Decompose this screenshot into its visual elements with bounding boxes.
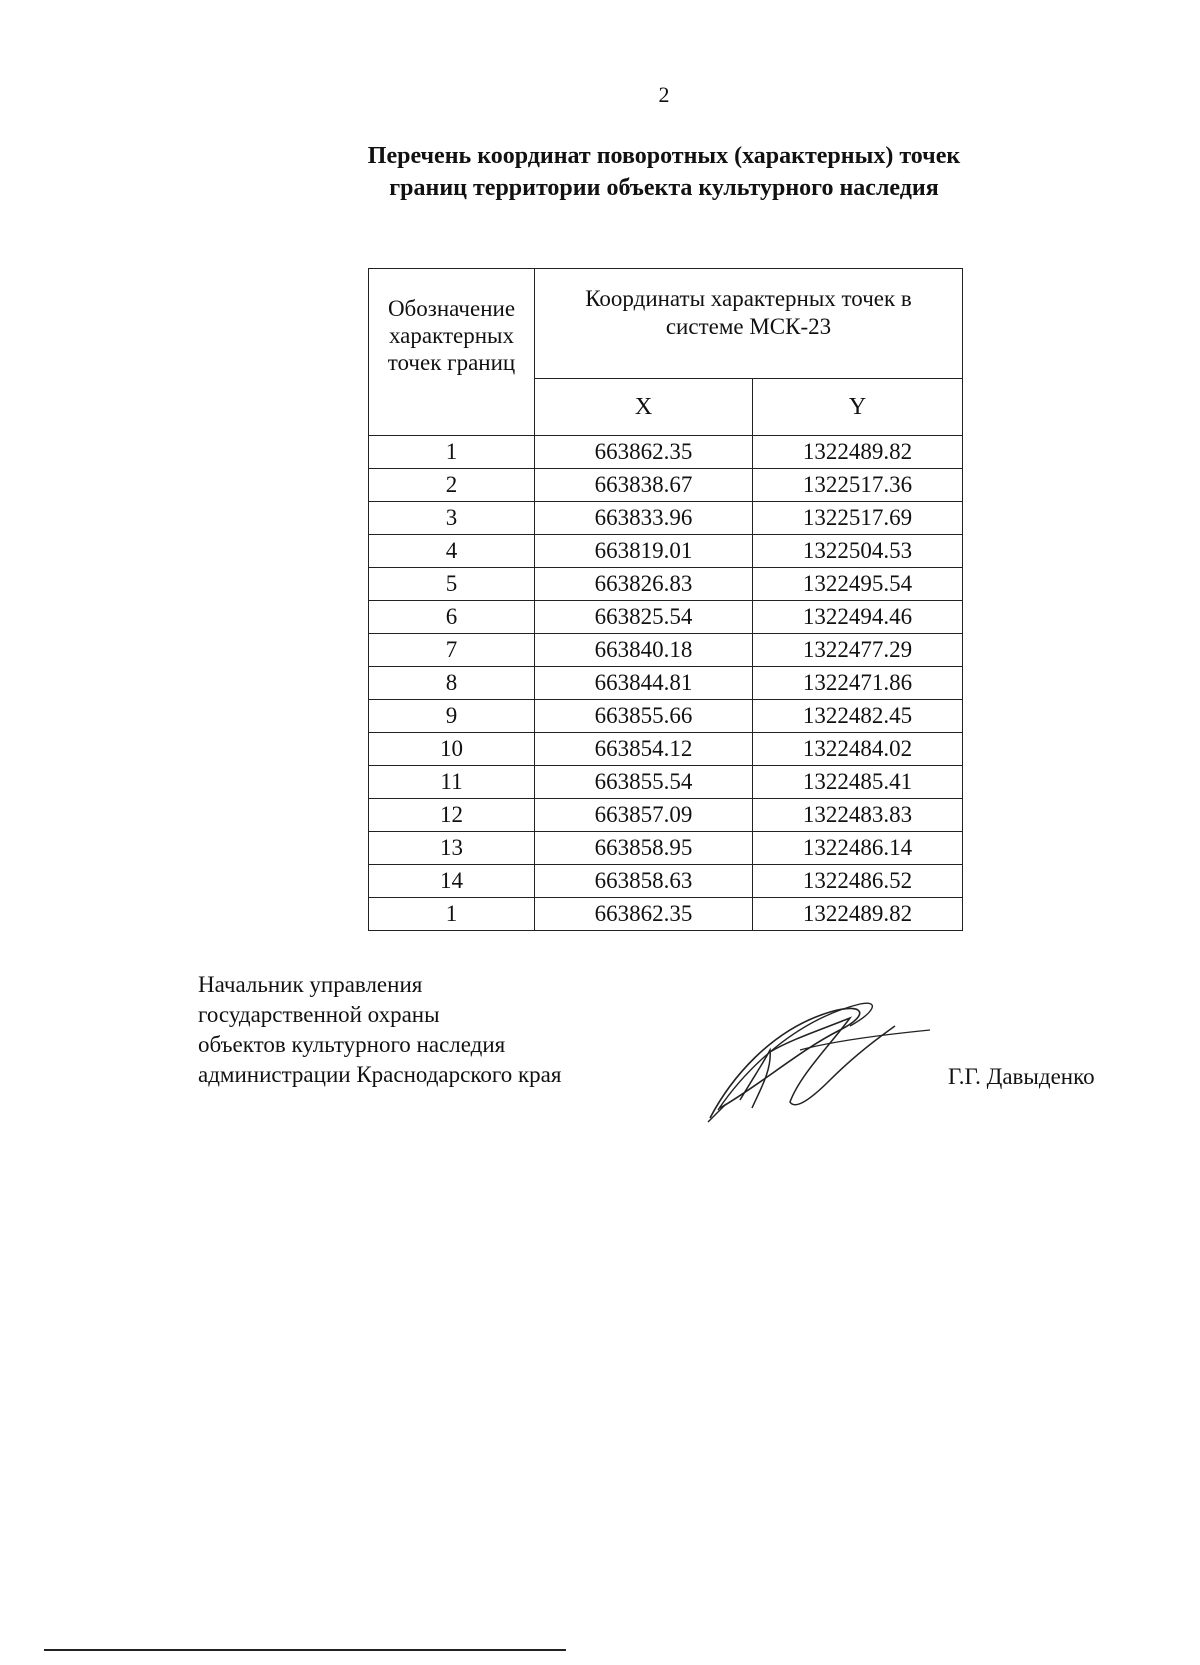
x-cell: 663855.66 <box>535 700 753 733</box>
header-designation <box>369 269 535 436</box>
header-coord-line: Координаты характерных точек в <box>585 286 912 311</box>
x-cell: 663838.67 <box>535 469 753 502</box>
header-coord-line: системе МСК-23 <box>665 314 832 339</box>
table-row <box>369 700 963 733</box>
y-cell: 1322504.53 <box>753 535 963 568</box>
table-row <box>369 535 963 568</box>
point-cell: 1 <box>369 436 535 469</box>
x-cell: 663826.83 <box>535 568 753 601</box>
point-cell: 12 <box>369 799 535 832</box>
x-cell: 663844.81 <box>535 667 753 700</box>
table-row <box>369 799 963 832</box>
page-number: 2 <box>658 82 670 107</box>
point-cell: 4 <box>369 535 535 568</box>
x-cell: 663840.18 <box>535 634 753 667</box>
x-cell: 663857.09 <box>535 799 753 832</box>
y-cell: 1322477.29 <box>753 634 963 667</box>
position-line: государственной охраны <box>198 1002 440 1027</box>
handwritten-signature <box>700 990 940 1130</box>
table-row <box>369 667 963 700</box>
x-cell: 663825.54 <box>535 601 753 634</box>
header-y: Y <box>753 379 963 436</box>
y-cell: 1322495.54 <box>753 568 963 601</box>
position-line: Начальник управления <box>198 972 423 997</box>
point-cell: 8 <box>369 667 535 700</box>
header-designation-line: характерных <box>388 323 514 348</box>
table-row <box>369 601 963 634</box>
table-row <box>369 436 963 469</box>
table-row <box>369 502 963 535</box>
table-row <box>369 469 963 502</box>
table-row <box>369 865 963 898</box>
point-cell: 7 <box>369 634 535 667</box>
table-row <box>369 898 963 931</box>
header-x: X <box>535 379 753 436</box>
x-cell: 663833.96 <box>535 502 753 535</box>
signer-name: Г.Г. Давыденко <box>948 1064 1095 1089</box>
y-cell: 1322482.45 <box>753 700 963 733</box>
point-cell: 6 <box>369 601 535 634</box>
x-cell: 663854.12 <box>535 733 753 766</box>
title-line-2: границ территории объекта культурного наследия <box>389 175 939 201</box>
point-cell: 14 <box>369 865 535 898</box>
table-row <box>369 832 963 865</box>
y-cell: 1322483.83 <box>753 799 963 832</box>
header-designation-line: Обозначение <box>387 296 516 321</box>
point-cell: 10 <box>369 733 535 766</box>
footer-divider <box>44 1649 566 1651</box>
point-cell: 3 <box>369 502 535 535</box>
y-cell: 1322489.82 <box>753 898 963 931</box>
point-cell: 2 <box>369 469 535 502</box>
table-row <box>369 766 963 799</box>
header-coordinate-system <box>535 269 963 379</box>
point-cell: 11 <box>369 766 535 799</box>
x-cell: 663862.35 <box>535 898 753 931</box>
point-cell: 5 <box>369 568 535 601</box>
title-line-1: Перечень координат поворотных (характерных) точек <box>367 143 961 169</box>
y-cell: 1322489.82 <box>753 436 963 469</box>
position-line: объектов культурного наследия <box>198 1032 506 1057</box>
x-cell: 663855.54 <box>535 766 753 799</box>
point-cell: 1 <box>369 898 535 931</box>
header-designation-line: точек границ <box>387 350 516 375</box>
y-cell: 1322517.69 <box>753 502 963 535</box>
y-cell: 1322494.46 <box>753 601 963 634</box>
position-line: администрации Краснодарского края <box>198 1062 562 1087</box>
point-cell: 9 <box>369 700 535 733</box>
x-cell: 663858.63 <box>535 865 753 898</box>
point-cell: 13 <box>369 832 535 865</box>
coordinates-table <box>368 268 963 931</box>
y-cell: 1322486.14 <box>753 832 963 865</box>
document-title <box>0 140 1200 204</box>
y-cell: 1322485.41 <box>753 766 963 799</box>
y-cell: 1322517.36 <box>753 469 963 502</box>
x-cell: 663819.01 <box>535 535 753 568</box>
table-row <box>369 733 963 766</box>
table-row <box>369 568 963 601</box>
x-cell: 663862.35 <box>535 436 753 469</box>
signatory-position <box>198 970 561 1090</box>
y-cell: 1322484.02 <box>753 733 963 766</box>
y-cell: 1322486.52 <box>753 865 963 898</box>
x-cell: 663858.95 <box>535 832 753 865</box>
y-cell: 1322471.86 <box>753 667 963 700</box>
table-row <box>369 634 963 667</box>
